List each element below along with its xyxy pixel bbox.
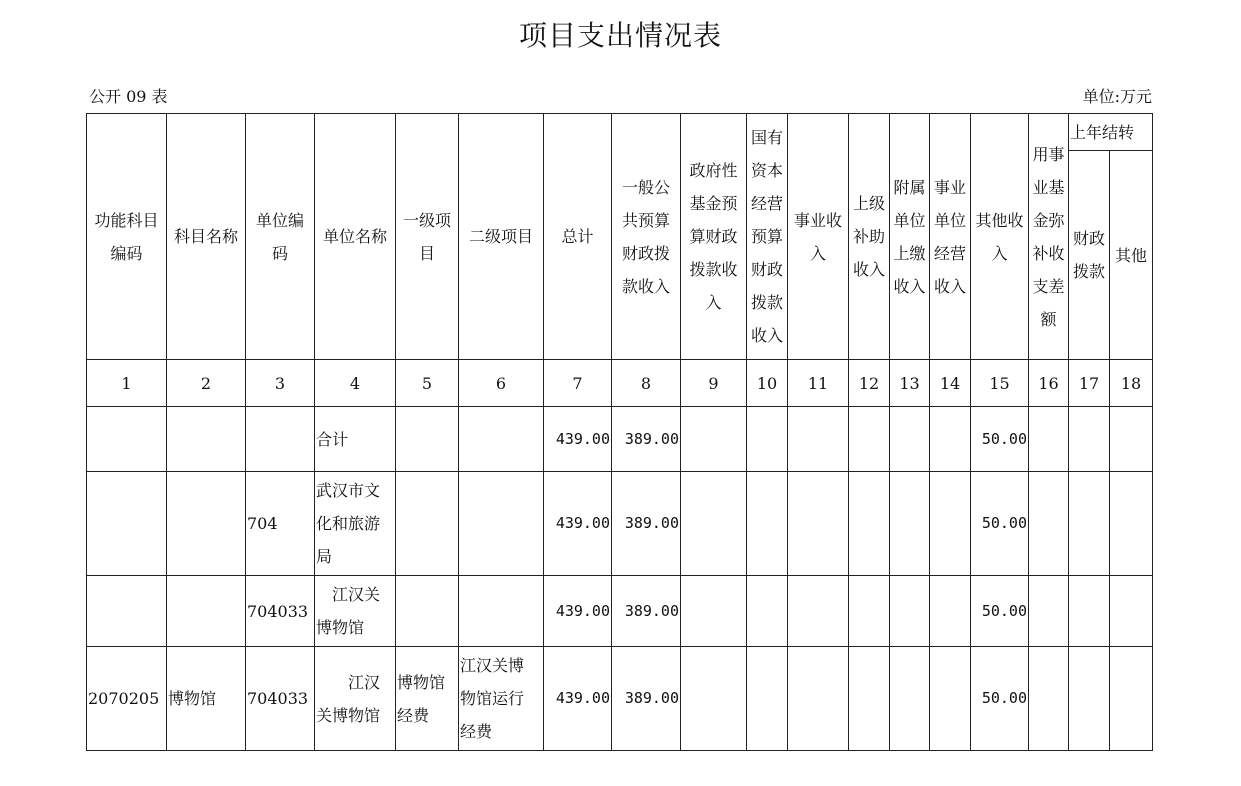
- cell-level1: [396, 472, 459, 576]
- header-prev-fiscal: 财政 拨款: [1069, 151, 1110, 360]
- cell-general-budget: 389.00: [612, 576, 681, 647]
- header-unit-code: 单位编 码: [246, 114, 315, 360]
- cell-total: 439.00: [544, 472, 612, 576]
- table-row-total: [87, 407, 1153, 472]
- header-total: 总计: [544, 114, 612, 360]
- cell-subject: [167, 472, 246, 576]
- cell-level2: [459, 576, 544, 647]
- cell-code: [87, 407, 167, 472]
- cell-subject: [167, 576, 246, 647]
- header-function-code: 功能科目 编码: [87, 114, 167, 360]
- header-subject-name: 科目名称: [167, 114, 246, 360]
- cell-level1: [396, 407, 459, 472]
- cell-level1: [396, 576, 459, 647]
- header-unit-name: 单位名称: [315, 114, 396, 360]
- cell-unit-code: 704033: [246, 576, 315, 647]
- form-number: 公开 09 表: [89, 87, 168, 106]
- header-business-income: 事业收 入: [788, 114, 849, 360]
- unit-label: 单位:万元: [1082, 87, 1152, 106]
- cell-general-budget: 389.00: [612, 472, 681, 576]
- report-title: 项目支出情况表: [518, 19, 722, 52]
- cell-general-budget: 389.00: [612, 407, 681, 472]
- header-general-budget: 一般公 共预算 财政拨 款收入: [612, 114, 681, 360]
- cell-subject: 博物馆: [167, 647, 246, 751]
- header-level1-project: 一级项 目: [396, 114, 459, 360]
- cell-code: [87, 576, 167, 647]
- cell-unit-code: 704: [246, 472, 315, 576]
- cell-subject: [167, 407, 246, 472]
- cell-code: [87, 472, 167, 576]
- table-row: [87, 647, 1153, 751]
- cell-level1: 博物馆 经费: [396, 647, 459, 751]
- cell-other-income: 50.00: [971, 407, 1029, 472]
- header-business-fund: 用事 业基 金弥 补收 支差 额: [1029, 114, 1069, 360]
- cell-unit-code: [246, 407, 315, 472]
- header-prev-year-group: 上年结转: [1069, 114, 1153, 151]
- cell-total: 439.00: [544, 647, 612, 751]
- table-row: [87, 472, 1153, 576]
- index-row: 1 2 3 4 5 6 7 8 9 10 11 12 13 14 15 16 17 18: [87, 360, 1153, 407]
- cell-code: 2070205: [87, 647, 167, 751]
- cell-other-income: 50.00: [971, 647, 1029, 751]
- table-row: [87, 576, 1153, 647]
- header-state-capital: 国有 资本 经营 预算 财政 拨款 收入: [747, 114, 788, 360]
- cell-unit-name: 合计: [315, 407, 396, 472]
- cell-total: 439.00: [544, 576, 612, 647]
- cell-unit-name: 江汉 关博物馆: [315, 647, 396, 751]
- header-gov-fund: 政府性 基金预 算财政 拨款收 入: [681, 114, 747, 360]
- project-expenditure-table: [86, 113, 1153, 751]
- cell-level2: [459, 407, 544, 472]
- cell-other-income: 50.00: [971, 576, 1029, 647]
- cell-other-income: 50.00: [971, 472, 1029, 576]
- cell-unit-name: 武汉市文 化和旅游 局: [315, 472, 396, 576]
- header-operating-income: 事业 单位 经营 收入: [930, 114, 971, 360]
- header-prev-other: 其他: [1110, 151, 1153, 360]
- cell-level2: [459, 472, 544, 576]
- header-affiliated-income: 附属 单位 上缴 收入: [890, 114, 930, 360]
- header-level2-project: 二级项目: [459, 114, 544, 360]
- cell-general-budget: 389.00: [612, 647, 681, 751]
- cell-unit-code: 704033: [246, 647, 315, 751]
- header-superior-subsidy: 上级 补助 收入: [849, 114, 890, 360]
- cell-level2: 江汉关博 物馆运行 经费: [459, 647, 544, 751]
- cell-total: 439.00: [544, 407, 612, 472]
- header-other-income: 其他收 入: [971, 114, 1029, 360]
- cell-unit-name: 江汉关 博物馆: [315, 576, 396, 647]
